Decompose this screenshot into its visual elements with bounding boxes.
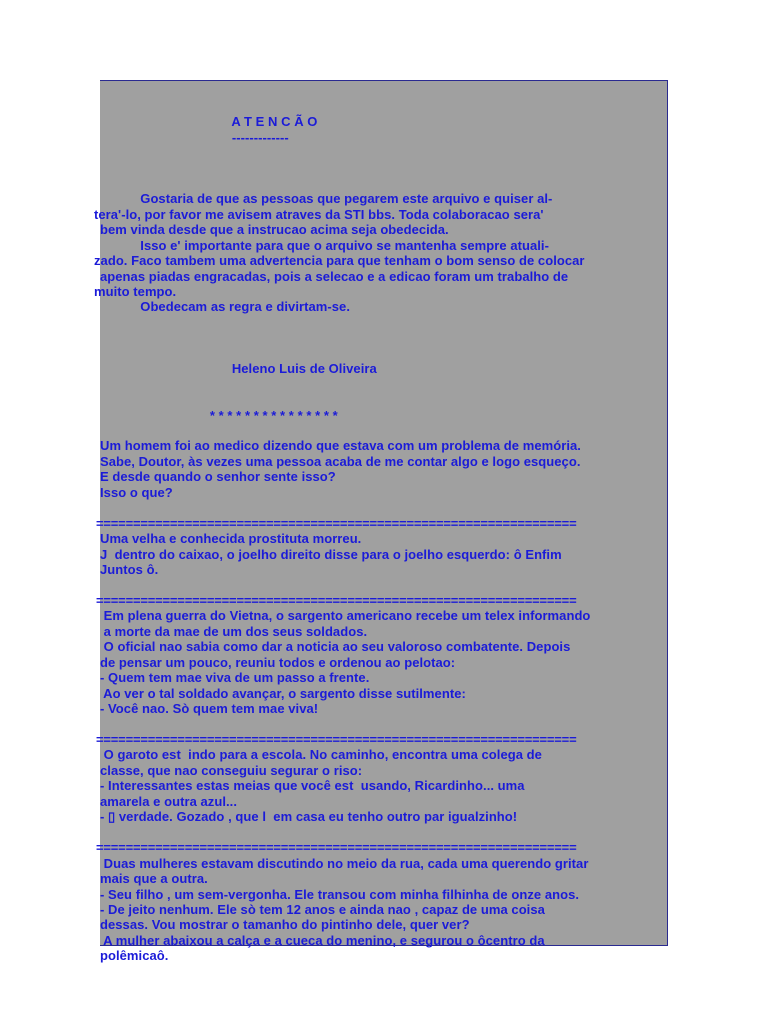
text-line: Sabe, Doutor, às vezes uma pessoa acaba de me contar algo e logo esqueço. (100, 453, 581, 469)
text-line: apenas piadas engracadas, pois a selecao e a edicao foram um trabalho de (100, 268, 569, 284)
separator-line: ================================================================= (96, 840, 577, 856)
text-line: A mulher abaixou a calça e a cueca do menino, e segurou o ôcentro da (100, 932, 545, 948)
text-line: E desde quando o senhor sente isso? (100, 469, 336, 485)
text-line: dessas. Vou mostrar o tamanho do pintinho dele, quer ver? (100, 917, 470, 933)
text-line: Isso e' importante para que o arquivo se mantenha sempre atuali- (100, 237, 549, 253)
text-line: muito tempo. (94, 283, 177, 299)
document-page (94, 80, 668, 964)
text-line: - De jeito nenhum. Ele sò tem 12 anos e ainda nao , capaz de uma coisa (100, 901, 545, 917)
separator-line: ================================================================= (96, 592, 577, 608)
text-line: a morte da mae de um dos seus soldados. (100, 623, 368, 639)
text-line: J dentro do caixao, o joelho direito disse para o joelho esquerdo: ô Enfim (100, 546, 562, 562)
text-line: Duas mulheres estavam discutindo no meio da rua, cada uma querendo gritar (100, 855, 589, 871)
text-line: - Interessantes estas meias que você est usando, Ricardinho... uma (100, 778, 525, 794)
text-line: amarela e outra azul... (100, 793, 237, 809)
text-line: polêmicaô. (100, 948, 169, 964)
text-line: O oficial nao sabia como dar a noticia ao seu valoroso combatente. Depois (100, 639, 571, 655)
text-line: Obedecam as regra e divirtam-se. (100, 299, 350, 315)
text-line: Gostaria de que as pessoas que pegarem este arquivo e quiser al- (100, 191, 553, 207)
text-line: Juntos ô. (100, 562, 159, 577)
text-line: Um homem foi ao medico dizendo que estava com um problema de memória. (100, 438, 581, 454)
text-line: ------------- (100, 129, 289, 145)
text-line: Ao ver o tal soldado avançar, o sargento disse sutilmente: (100, 685, 466, 701)
text-line: Isso o que? (100, 484, 173, 500)
text-line: de pensar um pouco, reuniu todos e ordenou ao pelotao: (100, 654, 456, 670)
text-line: - ▯ verdade. Gozado , que l em casa eu tenho outro par igualzinho! (100, 809, 518, 825)
text-line: A T E N C Ã O (100, 114, 318, 129)
separator-line: ================================================================= (96, 732, 577, 747)
text-line: bem vinda desde que a instrucao acima seja obedecida. (100, 222, 449, 238)
text-line: zado. Faco tambem uma advertencia para que tenham o bom senso de colocar (94, 253, 585, 268)
text-line: - Seu filho , um sem-vergonha. Ele transou com minha filhinha de onze anos. (100, 886, 580, 902)
text-line: Em plena guerra do Vietna, o sargento americano recebe um telex informando (100, 608, 591, 624)
text-line: * * * * * * * * * * * * * * * (100, 407, 338, 423)
text-line: - Quem tem mae viva de um passo a frente. (100, 670, 370, 686)
text-line: mais que a outra. (100, 871, 208, 886)
text-line: tera'-lo, por favor me avisem atraves da STI bbs. Toda colaboracao sera' (94, 206, 544, 222)
text-line: Heleno Luis de Oliveira (100, 361, 377, 377)
text-line: classe, que nao conseguiu segurar o riso: (100, 762, 363, 778)
text-line: - Você nao. Sò quem tem mae viva! (100, 701, 319, 717)
separator-line: ================================================================= (96, 515, 577, 531)
text-line: Uma velha e conhecida prostituta morreu. (100, 531, 362, 547)
text-line: O garoto est indo para a escola. No caminho, encontra uma colega de (100, 747, 542, 763)
